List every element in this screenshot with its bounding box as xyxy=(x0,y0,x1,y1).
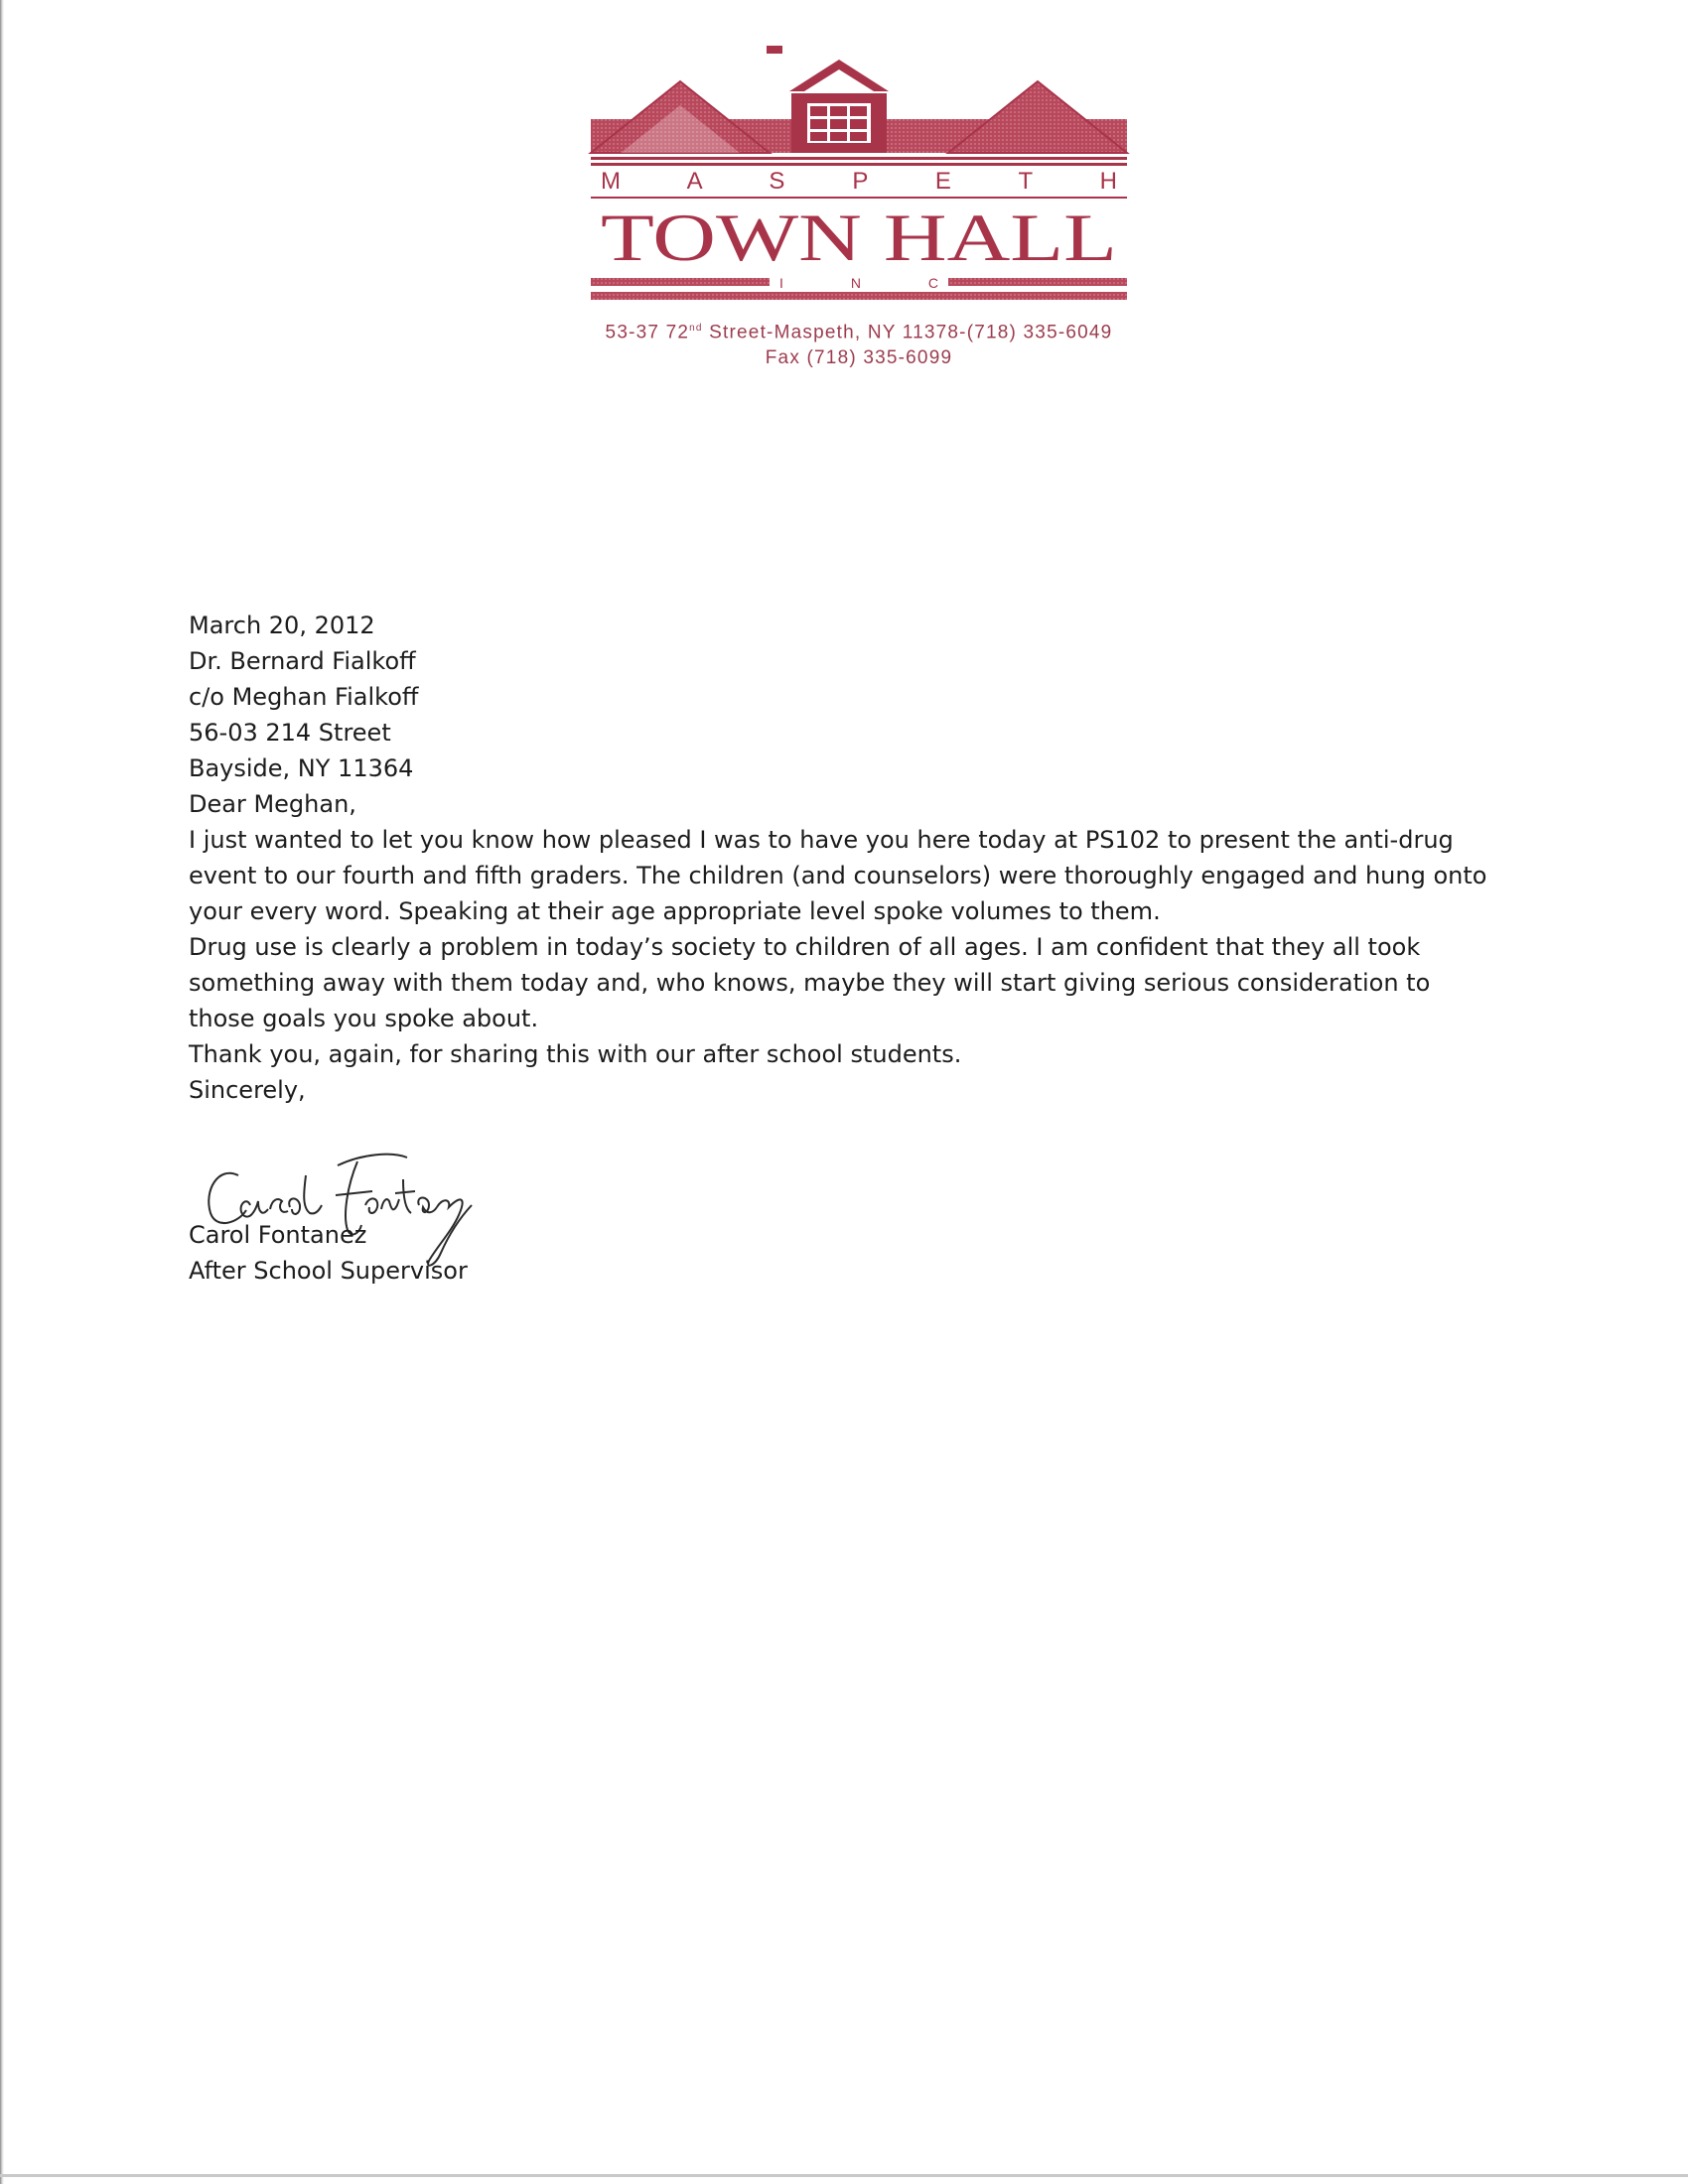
signer xyxy=(189,1217,468,1289)
signer-name: Carol Fontanez xyxy=(189,1221,367,1249)
letter-body xyxy=(189,608,1499,1316)
letterhead-address xyxy=(581,316,1137,371)
letter-date: March 20, 2012 xyxy=(189,612,375,639)
body-paragraph: I just wanted to let you know how pleased I was to have you here today at PS102 to present the anti-drug event to our fourth and fifth graders. The children (and counselors) were thoroughly engaged and hung onto your every word. Speaking at their age appropriate level spoke volumes to them. xyxy=(189,826,1487,925)
chimney-icon xyxy=(767,46,782,54)
recipient-line: c/o Meghan Fialkoff xyxy=(189,683,419,711)
recipient-line: Dr. Bernard Fialkoff xyxy=(189,647,416,675)
right-gable-icon xyxy=(948,81,1127,153)
org-top-text: M A S P E T H xyxy=(601,168,1117,195)
town-hall-logo xyxy=(581,40,1137,328)
address-line-2: Fax (718) 335-6099 xyxy=(765,347,953,369)
scan-bottom-edge xyxy=(0,2174,1688,2177)
address-line-1: 53-37 72nd Street-Maspeth, NY 11378-(718) 335-6049 xyxy=(605,322,1113,343)
scan-edge-shadow xyxy=(0,0,4,2184)
closing: Sincerely, xyxy=(189,1076,306,1104)
body-paragraph: Thank you, again, for sharing this with our after school students. xyxy=(189,1040,962,1068)
recipient-line: Bayside, NY 11364 xyxy=(189,754,414,782)
body-paragraph: Drug use is clearly a problem in today’s society to children of all ages. I am confident that they all took something away with them today and, who knows, maybe they will start giving serious consideration to those goals you spoke about. xyxy=(189,933,1431,1032)
recipient-address xyxy=(189,643,1499,786)
letterhead xyxy=(581,40,1137,377)
salutation: Dear Meghan, xyxy=(189,790,356,818)
org-suffix-text: I N C xyxy=(779,275,938,291)
org-name-text: TOWN HALL xyxy=(601,200,1117,275)
signer-title: After School Supervisor xyxy=(189,1257,468,1285)
signature-block xyxy=(189,1108,1499,1316)
recipient-line: 56-03 214 Street xyxy=(189,719,391,747)
